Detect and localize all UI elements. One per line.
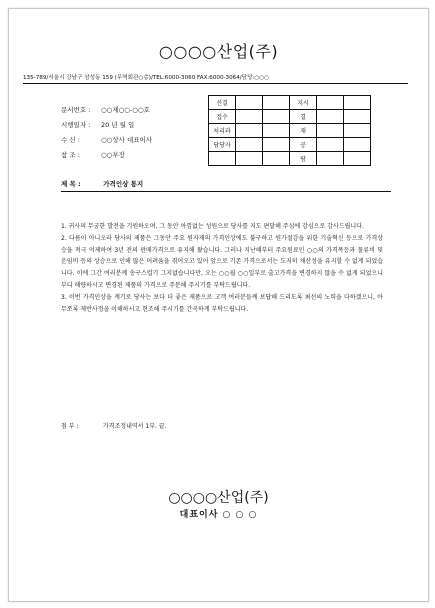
approval-cell: [317, 96, 344, 110]
approval-cell: [317, 124, 344, 138]
approval-table: [208, 95, 371, 166]
approval-cell: [317, 110, 344, 124]
attachment-label: 첨 부 :: [61, 423, 79, 430]
doc-number-value: ○○제○○-○○호: [101, 106, 150, 114]
company-title: ○○○○산업(주): [158, 42, 279, 61]
subject-line: [61, 179, 391, 192]
approval-row-label: 접수: [209, 110, 236, 124]
approval-cell: [236, 152, 263, 166]
approval-row-label: 담당자: [209, 138, 236, 152]
attachment-line: [61, 421, 167, 430]
approval-cell: [263, 96, 290, 110]
approval-cell: [344, 124, 371, 138]
doc-number-row: [61, 103, 152, 118]
subject-label: 제 목 :: [61, 180, 81, 188]
approval-cell: [263, 124, 290, 138]
approval-cell: [263, 110, 290, 124]
document-page: [8, 8, 429, 602]
approval-cell: [317, 152, 344, 166]
recipient-value: ○○상사 대표이사: [101, 136, 153, 144]
recipient-label: 수 신 :: [61, 136, 80, 144]
approval-header-right: 지시: [290, 96, 317, 110]
body-paragraph-3: 3. 이번 가격인상을 계기로 당사는 보다 더 좋은 제품으로 고객 여러분들께 보답해 드리도록 최선의 노력을 다하겠으니, 아무쪼록 제반사정을 이해하시고 현조해 주시기를 간곡하게 부탁드립니다.: [61, 293, 383, 313]
signature-company: ○○○○산업(주): [168, 490, 269, 506]
approval-cell: [344, 152, 371, 166]
approval-cell: [344, 96, 371, 110]
body-paragraph-1: 1. 귀사의 무궁한 발전을 기원하오며, 그 동안 아낌없는 성원으로 당사를 지도 편달해 주심에 감심으로 감사드립니다.: [61, 223, 364, 230]
approval-cell: [209, 152, 236, 166]
approval-cell: [236, 110, 263, 124]
doc-number-label: 문서번호 :: [61, 106, 91, 114]
date-label: 시행일자 :: [61, 121, 91, 129]
approval-row-label: 재: [290, 124, 317, 138]
approval-cell: [263, 152, 290, 166]
recipient-row: [61, 133, 152, 148]
approval-cell: [236, 138, 263, 152]
approval-cell: [236, 96, 263, 110]
approval-row-label: 공: [290, 138, 317, 152]
reference-value: ○○부장: [101, 151, 125, 159]
date-row: [61, 118, 152, 133]
approval-cell: [236, 124, 263, 138]
approval-cell: [344, 110, 371, 124]
approval-cell: [317, 138, 344, 152]
document-meta: [61, 103, 152, 163]
approval-cell: [344, 138, 371, 152]
approval-row-label: 람: [290, 152, 317, 166]
attachment-text: 가격조정내역서 1부. 끝.: [102, 423, 167, 430]
signature-ceo: 대표이사 ○ ○ ○: [179, 510, 258, 520]
body-paragraph-2: 2. 다름이 아니오라 당사의 제품은 그동안 주요 원자재의 가격인상에도 불구하고 원가절감을 위한 기술혁신 등으로 가격상승을 적극 억제하여 3년 전의 판매가격으로 유지해 왔습니다. 그러나 지난해부터 주요원료인 ○○의 가격폭등과 물류비 및 운임비 등의 상승으로 인해 많은 어려움을 겪어오고 있어 앞으로 기존 가격으로서는 도저히 채산성을 유지할 수 없게 되었습니다. 이에 그간 여러분께 송구스럽기 그지없습니다만, 오는 ○○월 ○○일부로 출고가격을 변경하지 않을 수 없게 되었으니 부디 해량하시고 변경된 제품의 가격으로 주문해 주시기를 부탁드립니다.: [61, 234, 383, 289]
letter-body: [61, 221, 383, 315]
company-address-line: 135-789/서울시 강남구 삼성동 159 (무역회관○층)/TEL:6000-3060 FAX:6000-3064/담당:○○○: [23, 73, 408, 84]
approval-cell: [263, 138, 290, 152]
approval-header-left: 선결: [209, 96, 236, 110]
reference-label: 참 조 :: [61, 151, 80, 159]
approval-row-label: 처리과: [209, 124, 236, 138]
date-value: 20 년 월 일: [101, 121, 135, 129]
subject-text: 가격인상 통지: [103, 180, 144, 188]
reference-row: [61, 148, 152, 163]
approval-row-label: 결: [290, 110, 317, 124]
